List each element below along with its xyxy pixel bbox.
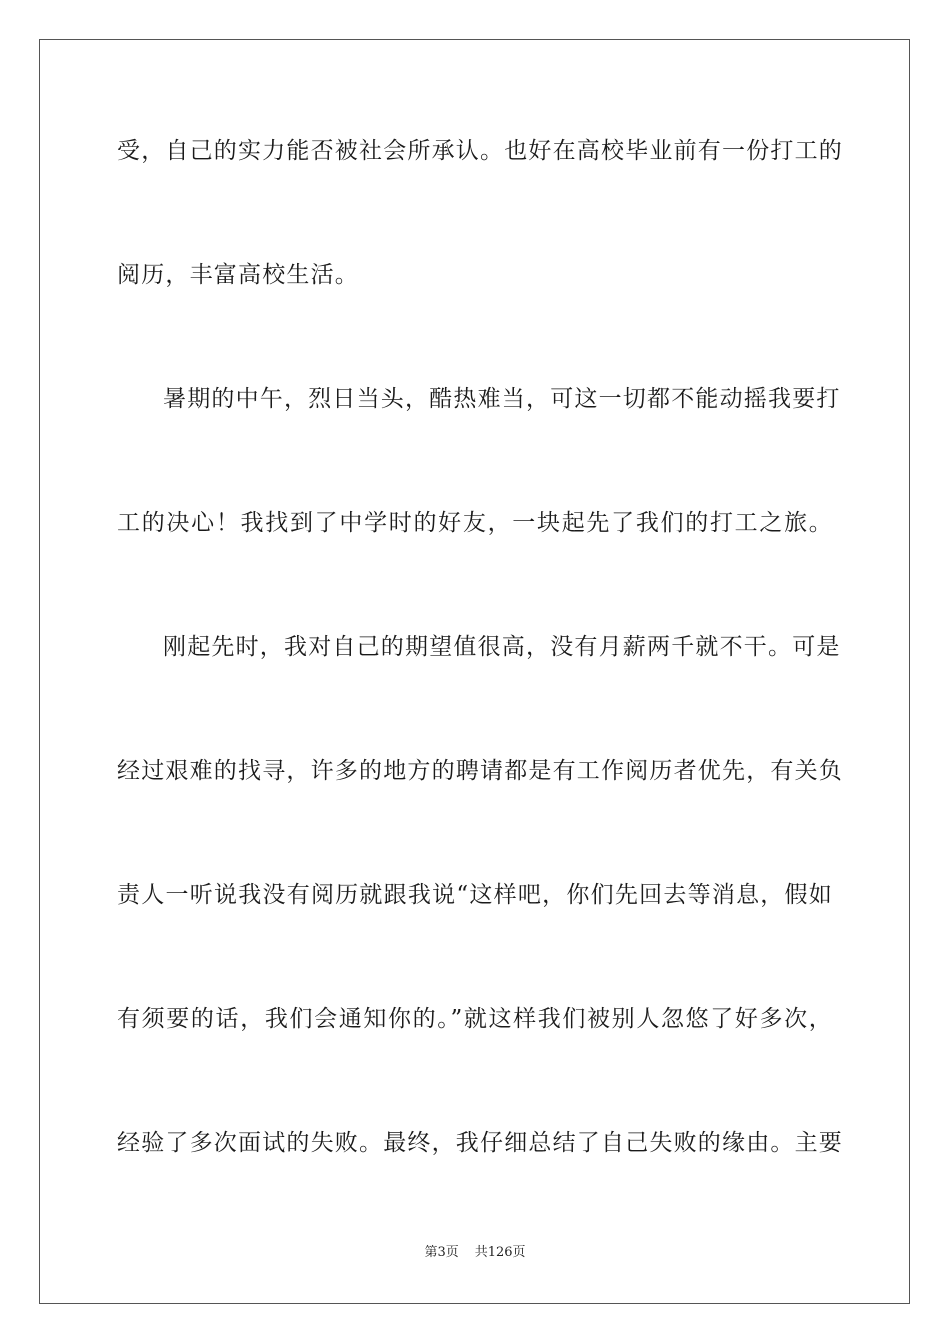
page-total: 共126页 bbox=[474, 1245, 526, 1260]
text-line-9: 经验了多次面试的失败。最终，我仔细总结了自己失败的缘由。主要 bbox=[117, 1130, 843, 1156]
text-line-6: 经过艰难的找寻，许多的地方的聘请都是有工作阅历者优先，有关负 bbox=[117, 758, 843, 784]
text-line-1: 受，自己的实力能否被社会所承认。也好在高校毕业前有一份打工的 bbox=[117, 138, 843, 164]
text-line-8: 有须要的话，我们会通知你的。”就这样我们被别人忽悠了好多次， bbox=[117, 1006, 833, 1032]
text-line-4: 工的决心！我找到了中学时的好友，一块起先了我们的打工之旅。 bbox=[117, 510, 833, 536]
text-line-3: 暑期的中午，烈日当头，酷热难当，可这一切都不能动摇我要打 bbox=[163, 386, 841, 412]
text-line-5: 刚起先时，我对自己的期望值很高，没有月薪两千就不干。可是 bbox=[163, 634, 841, 660]
text-line-7: 责人一听说我没有阅历就跟我说“这样吧，你们先回去等消息，假如 bbox=[117, 882, 833, 908]
page-number: 第3页 bbox=[424, 1245, 459, 1260]
page-border bbox=[39, 39, 910, 1304]
page-footer bbox=[0, 1244, 950, 1262]
text-line-2: 阅历，丰富高校生活。 bbox=[117, 262, 359, 288]
